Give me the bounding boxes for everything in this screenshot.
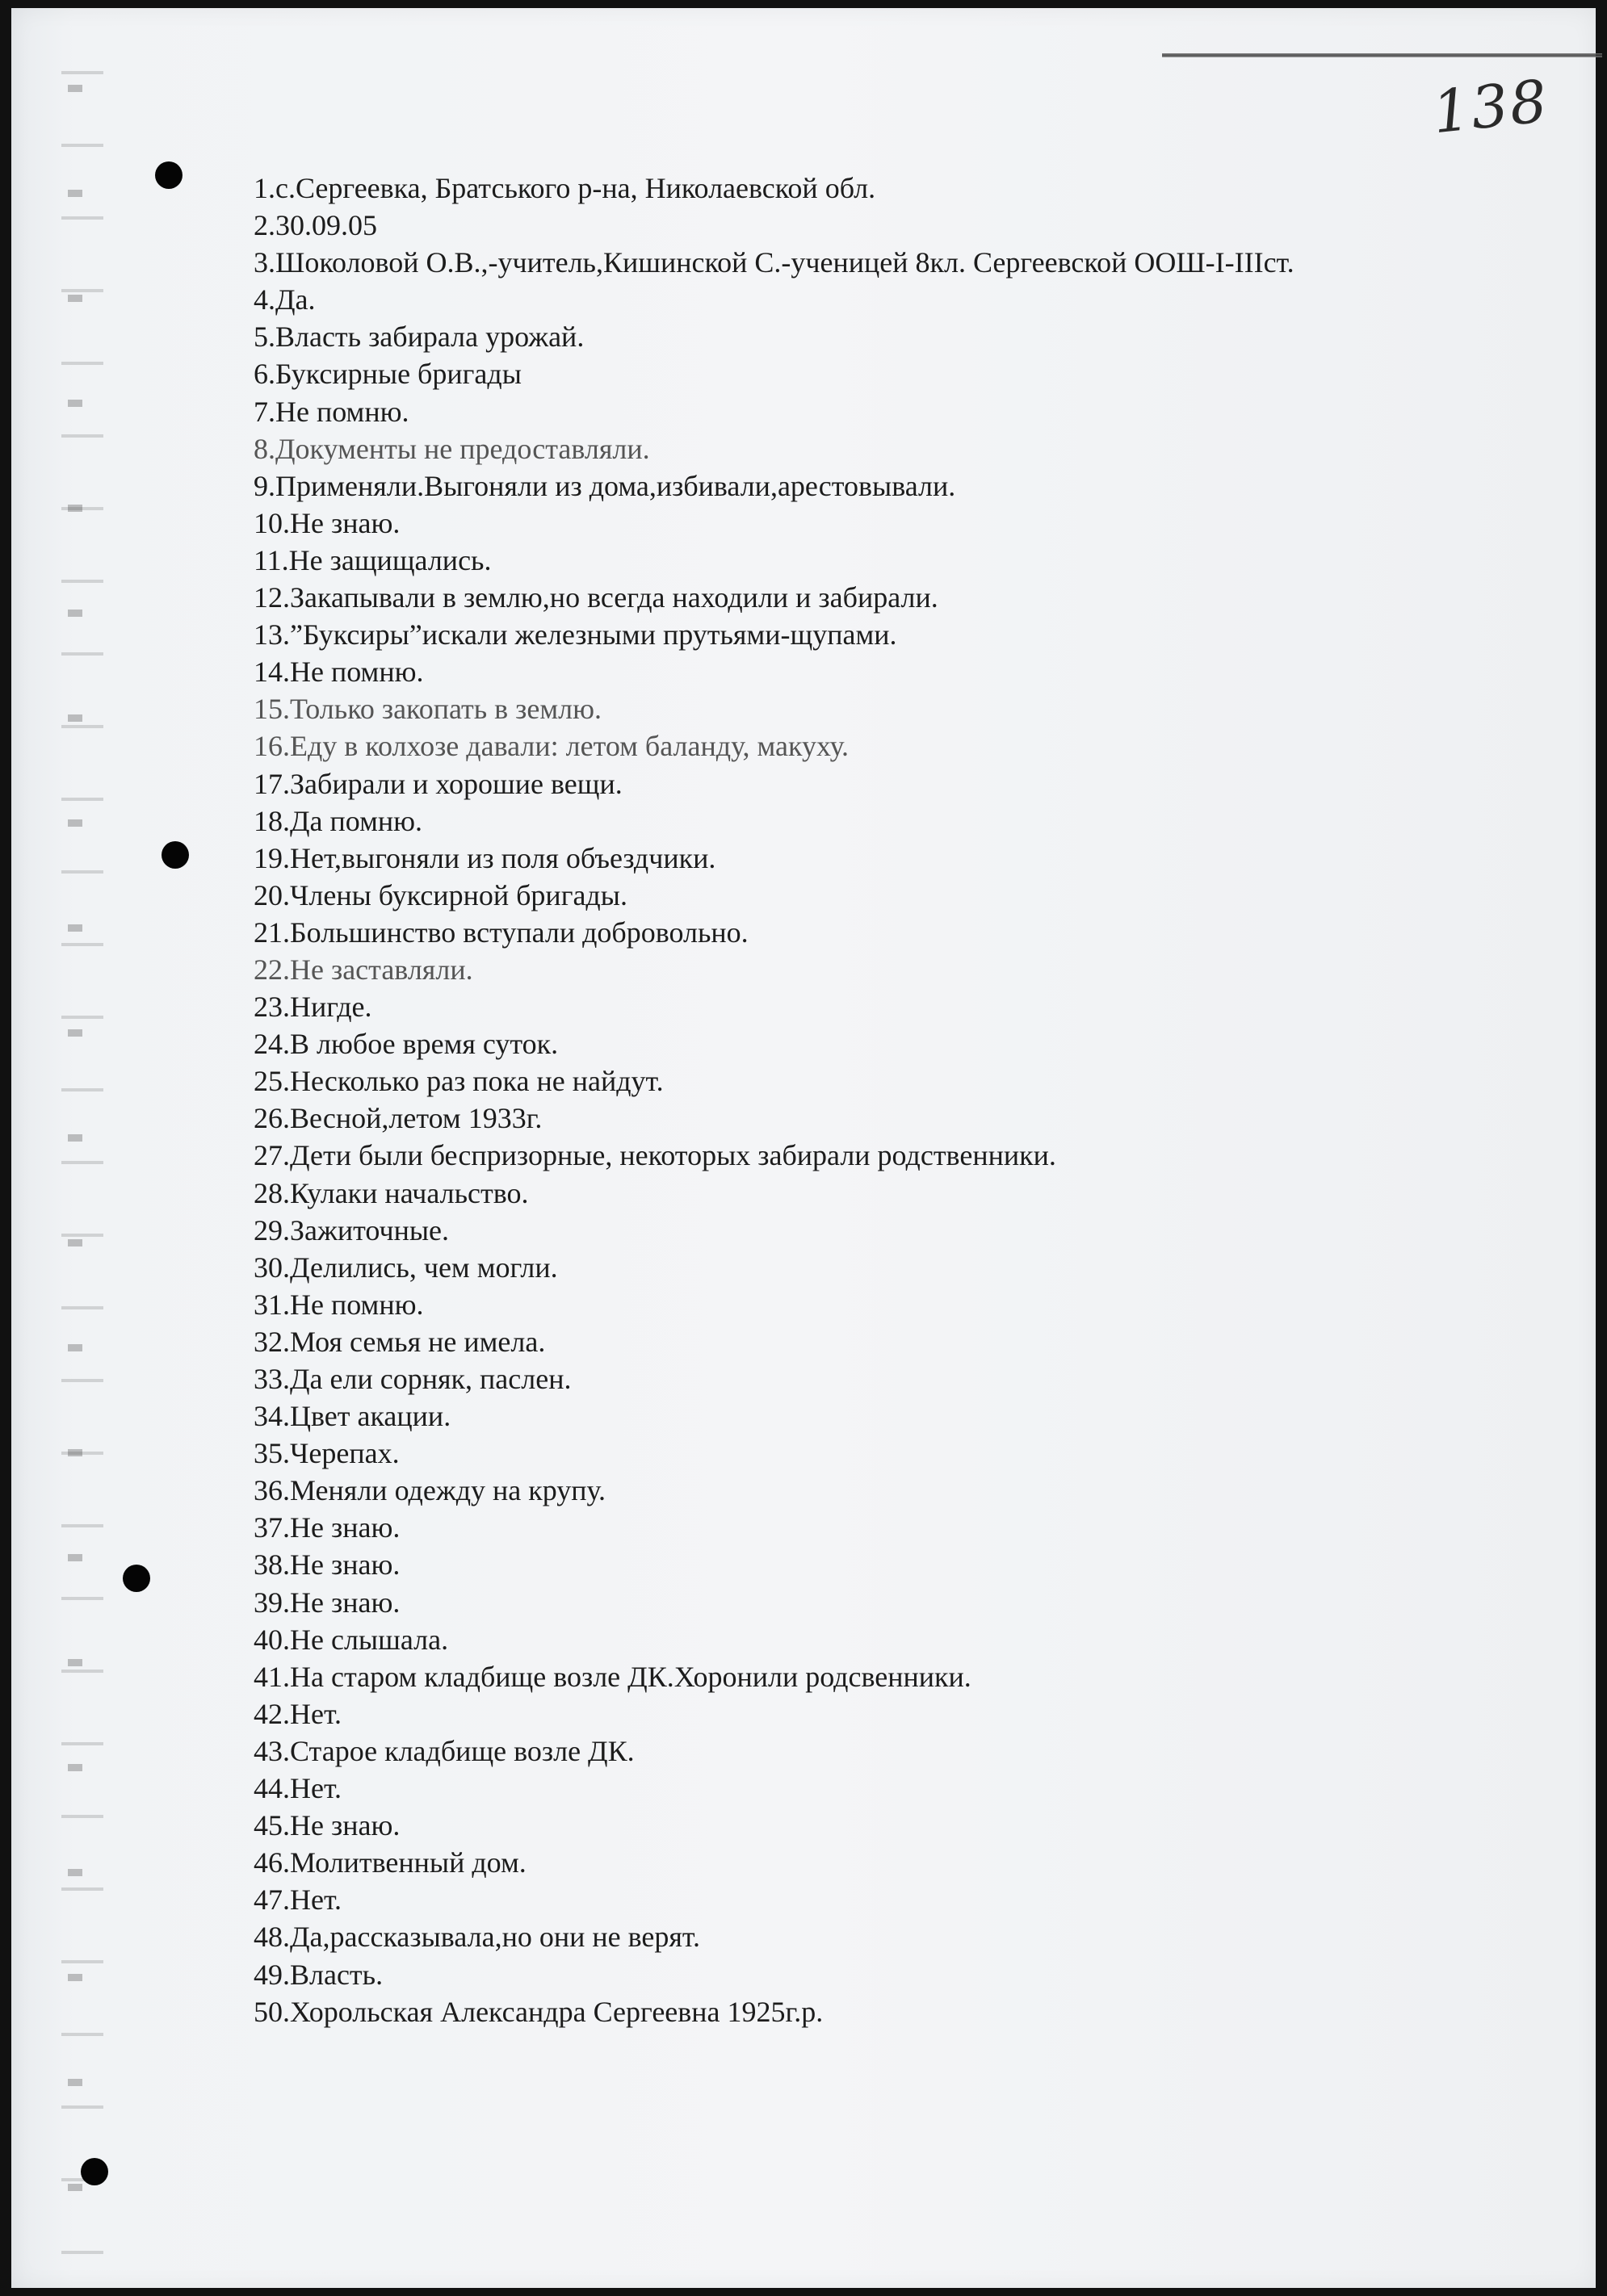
answer-line: 41.На старом кладбище возле ДК.Хоронили родсвенники. xyxy=(254,1660,971,1693)
answer-line: 14.Не помню. xyxy=(254,656,424,689)
answer-line: 27.Дети были беспризорные, некоторых забирали родственники. xyxy=(254,1139,1056,1172)
handwritten-page-number: 138 xyxy=(1429,66,1552,147)
answer-line: 10.Не знаю. xyxy=(254,506,401,539)
answer-line: 3.Шоколовой О.В.,-учитель,Кишинской С.-ученицей 8кл. Сергеевской ООШ-I-IIIст. xyxy=(254,246,1294,279)
answer-line: 39.Не знаю. xyxy=(254,1586,401,1619)
answer-line: 44.Нет. xyxy=(254,1772,342,1805)
answer-line: 42.Нет. xyxy=(254,1697,342,1730)
answer-line: 17.Забирали и хорошие вещи. xyxy=(254,767,623,800)
answer-line: 12.Закапывали в землю,но всегда находили и забирали. xyxy=(254,581,938,614)
answer-line: 50.Хорольская Александра Сергеевна 1925г.р. xyxy=(254,1995,824,2028)
answer-line: 1.с.Сергеевка, Братського р-на, Николаевской обл. xyxy=(254,172,876,204)
answer-line: 31.Не помню. xyxy=(254,1288,424,1321)
answer-line: 36.Меняли одежду на крупу. xyxy=(254,1474,606,1507)
answer-line: 26.Весной,летом 1933г. xyxy=(254,1102,543,1135)
answer-line: 47.Нет. xyxy=(254,1883,342,1917)
answer-line: 22.Не заставляли. xyxy=(254,953,473,986)
answer-line: 16.Еду в колхозе давали: летом баланду, макуху. xyxy=(254,730,849,763)
answer-line: 49.Власть. xyxy=(254,1958,384,1991)
answers-list xyxy=(254,170,1546,2030)
answer-line: 6.Буксирные бригады xyxy=(254,358,522,391)
answer-line: 30.Делились, чем могли. xyxy=(254,1251,558,1284)
answer-line: 45.Не знаю. xyxy=(254,1809,401,1842)
answer-line: 48.Да,рассказывала,но они не верят. xyxy=(254,1921,700,1954)
answer-line: 5.Власть забирала урожай. xyxy=(254,321,585,354)
punch-hole-1 xyxy=(155,161,183,189)
scan-edge-shadow xyxy=(68,40,82,2285)
answer-line: 7.Не помню. xyxy=(254,395,409,428)
punch-hole-3 xyxy=(123,1565,150,1592)
answer-line: 24.В любое время суток. xyxy=(254,1028,559,1061)
answer-line: 37.Не знаю. xyxy=(254,1511,401,1544)
answer-line: 11.Не защищались. xyxy=(254,543,492,576)
scanned-page xyxy=(11,8,1596,2288)
answer-line: 23.Нигде. xyxy=(254,991,372,1024)
punch-hole-4 xyxy=(81,2158,108,2185)
answer-line: 18.Да помню. xyxy=(254,804,423,837)
answer-line: 13.”Буксиры”искали железными прутьями-щупами. xyxy=(254,618,897,652)
answer-line: 33.Да ели сорняк, паслен. xyxy=(254,1363,572,1395)
answer-line: 38.Не знаю. xyxy=(254,1548,401,1582)
answer-line: 2.30.09.05 xyxy=(254,209,377,242)
answer-line: 4.Да. xyxy=(254,283,316,316)
answer-line: 15.Только закопать в землю. xyxy=(254,693,602,726)
answer-line: 35.Черепах. xyxy=(254,1437,400,1470)
answer-line: 9.Применяли.Выгоняли из дома,избивали,арестовывали. xyxy=(254,469,956,502)
answer-line: 40.Не слышала. xyxy=(254,1623,449,1656)
answer-line: 29.Зажиточные. xyxy=(254,1213,450,1246)
answer-line: 46.Молитвенный дом. xyxy=(254,1846,527,1879)
answer-line: 21.Большинство вступали добровольно. xyxy=(254,915,749,949)
top-rule xyxy=(1162,53,1602,57)
answer-line: 19.Нет,выгоняли из поля объездчики. xyxy=(254,841,716,874)
answer-line: 32.Моя семья не имела. xyxy=(254,1325,546,1358)
punch-hole-2 xyxy=(162,841,189,869)
answer-line: 34.Цвет акации. xyxy=(254,1400,451,1433)
answer-line: 28.Кулаки начальство. xyxy=(254,1176,529,1209)
answer-line: 25.Несколько раз пока не найдут. xyxy=(254,1065,664,1098)
answer-line: 43.Старое кладбище возле ДК. xyxy=(254,1734,635,1767)
answer-line: 20.Члены буксирной бригады. xyxy=(254,878,627,911)
answer-line: 8.Документы не предоставляли. xyxy=(254,432,650,465)
